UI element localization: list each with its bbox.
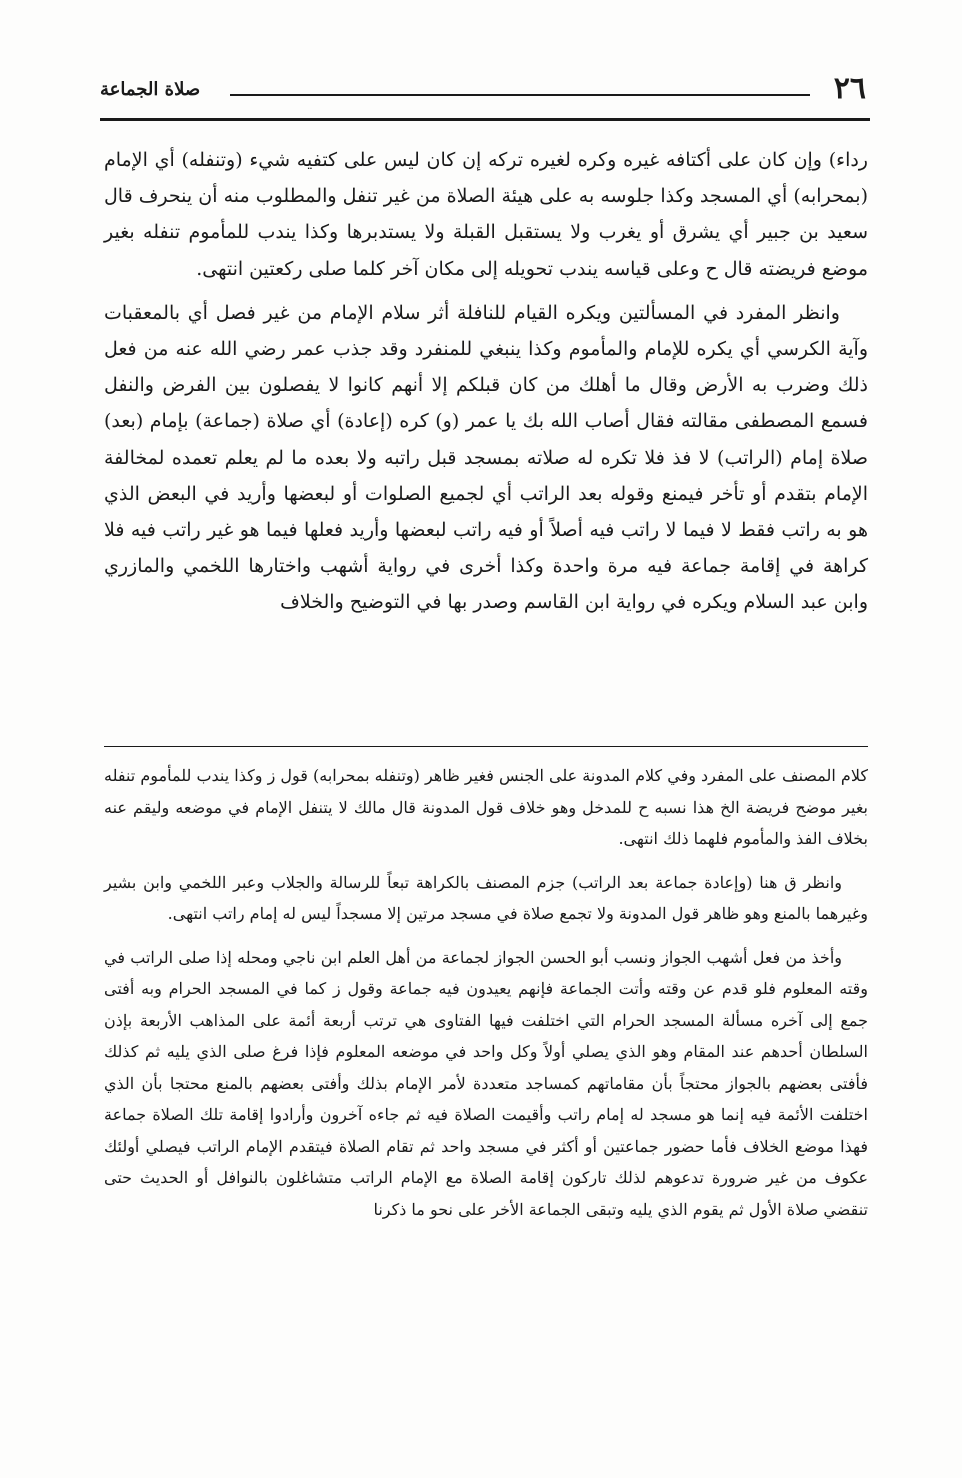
main-text xyxy=(104,142,868,621)
footnote-separator xyxy=(104,746,868,747)
main-paragraph: وانظر المفرد في المسألتين ويكره القيام للنافلة أثر سلام الإمام من غير فصل أي بالمعقبات وآية الكرسي أي يكره للإمام والمأموم وكذا ينبغي للمنفرد وقد جذب عمر رضي الله عنه من فعل ذلك وضرب به الأرض وقال ما أهلك من كان قبلكم إلا أنهم كانوا لا يفصلون بين الفرض والنفل فسمع المصطفى مقالته فقال أصاب الله بك يا عمر (و) كره (إعادة) أي صلاة (جماعة) بإمام (بعد) صلاة إمام (الراتب) لا فذ فلا تكره له صلاته بمسجد قبل راتبه ولا بعده ما لم يعلم تعمده لمخالفة الإمام بتقدم أو تأخر فيمنع وقوله بعد الراتب أي لجميع الصلوات أو لبعضها وأريد في البعض الذي هو به راتب فقط لا فيما لا راتب فيه أصلاً أو فيه راتب لبعضها وأريد فعلها فيما هو غير راتب فيه فلا كراهة في إقامة جماعة فيه مرة واحدة وكذا أخرى في رواية أشهب واختارها اللخمي والمازري وابن عبد السلام ويكره في رواية ابن القاسم وصدر بها في التوضيح والخلاف xyxy=(104,301,868,614)
main-paragraph: رداء) وإن كان على أكتافه غيره وكره لغيره تركه إن كان ليس على كتفيه شيء (وتنفله) أي الإمام (بمحرابه) أي المسجد وكذا جلوسه به على هيئة الصلاة من غير تنفل والمطلوب منه أن ينحرف قال سعيد بن جبير أي يشرق أو يغرب ولا يستقبل القبلة ولا يستدبرها وكذا يندب للمأموم تنفله بغير موضع فريضته قال ح وعلى قياسه يندب تحويله إلى مكان آخر كلما صلى ركعتين انتهى. xyxy=(104,149,868,280)
footnotes xyxy=(104,760,868,1225)
footnote-paragraph: وأخذ من فعل أشهب الجواز ونسب أبو الحسن الجواز لجماعة من أهل العلم ابن ناجي ومحله إذا صلى الراتب في وقته المعلوم فلو قدم عن وقته وأتت الجماعة فإنهم يعيدون فيه جماعة وقول ز كما في المسجد الحرام وبه أفتى جمع إلى آخره مسألة المسجد الحرام التي اختلفت فيها الفتاوى هي ترتب أربعة أئمة على المذاهب الأربعة بإذن السلطان أحدهم عند المقام وهو الذي يصلي أولاً وكل واحد في موضعه المعلوم فإذا فرغ صلى الذي يليه ثم كذلك فأفتى بعضهم بالجواز محتجاً بأن مقاماتهم كمساجد متعددة لأمر الإمام بذلك وأفتى بعضهم بالمنع محتجا بأن الذي اختلفت الأئمة فيه إنما هو مسجد له إمام راتب وأقيمت الصلاة فيه ثم جاءه آخرون وأرادوا إقامة تلك الصلاة جماعة فهذا موضع الخلاف فأما حضور جماعتين أو أكثر في مسجد واحد ثم تقام الصلاة فيتقدم الإمام الراتب فيصلي أولئك عكوف من غير ضرورة تدعوهم لذلك تاركون إقامة الصلاة مع الإمام الراتب متشاغلون بالنوافل أو الحديث حتى تنقضي صلاة الأول ثم يقوم الذي يليه وتبقى الجماعة الأخر على نحو ما ذكرنا xyxy=(104,947,869,1219)
running-title: صلاة الجماعة xyxy=(100,79,201,100)
footnote-paragraph: كلام المصنف على المفرد وفي كلام المدونة على الجنس فغير ظاهر (وتنفله بمحرابه) قول ز وكذا يندب للمأموم تنفله بغير موضح فريضة الخ هذا نسبه ح للمدخل وهو خلاف قول المدونة قال مالك لا يتنفل الإمام في موضعه وليقم عنه بخلاف الفذ والمأموم فلهما ذلك انتهى. xyxy=(104,766,868,848)
page-header xyxy=(100,70,870,114)
header-dash-line xyxy=(230,94,810,96)
page-number: ٢٦ xyxy=(833,71,866,106)
footnote-paragraph: وانظر ق هنا (وإعادة جماعة بعد الراتب) جزم المصنف بالكراهة تبعاً للرسالة والجلاب وعبر اللخمي وابن بشير وغيرهما بالمنع وهو ظاهر قول المدونة ولا تجمع صلاة في مسجد مرتين إلا مسجداً ليس له إمام راتب انتهى. xyxy=(104,872,868,923)
header-rule xyxy=(100,118,870,121)
